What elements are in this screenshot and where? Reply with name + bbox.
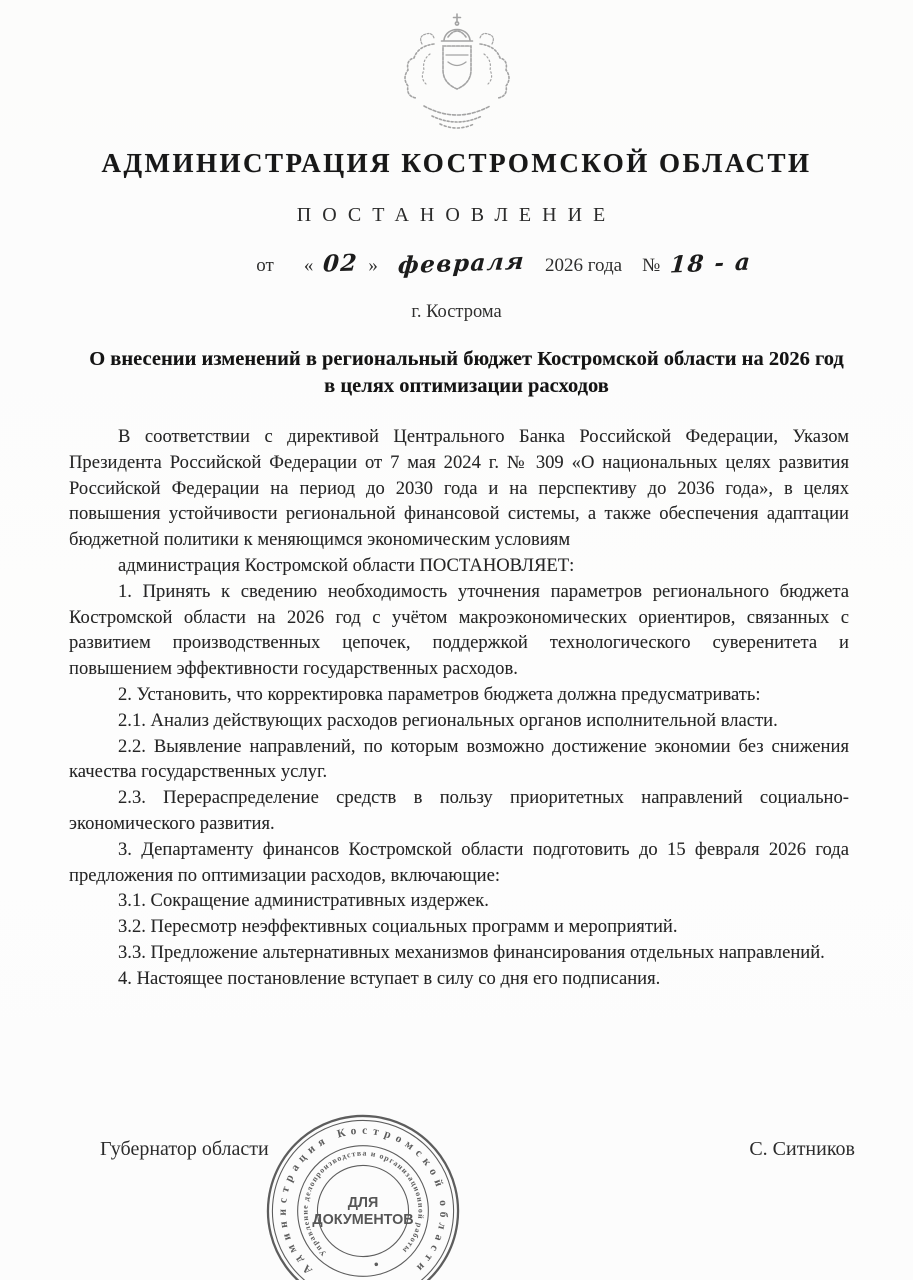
paragraph-item-3-2: 3.2. Пересмотр неэффективных социальных программ и мероприятий.: [118, 916, 678, 938]
paragraph-item-1: 1. Принять к сведению необходимость уточнения параметров регионального бюджета Костромской области на 2026 год с учётом макроэкономических ориентиров, связанных с развитием производственных цепочек, поддержкой технологического суверенитета и повышением эффективности государственных расходов.: [69, 580, 849, 680]
decree-title: О внесении изменений в региональный бюджет Костромской области на 2026 год в целях оптимизации расходов: [89, 348, 844, 397]
paragraph-item-2-1: 2.1. Анализ действующих расходов региональных органов исполнительной власти.: [118, 709, 778, 731]
number-sign: №: [642, 255, 661, 276]
document-body: [69, 424, 849, 992]
date-from-label: от: [256, 255, 274, 276]
paragraph-resolves: администрация Костромской области ПОСТАНОВЛЯЕТ:: [118, 554, 575, 576]
stamp-outer-ring-text: Администрация Костромской области: [276, 1124, 450, 1278]
paragraph-item-3-3: 3.3. Предложение альтернативных механизмов финансирования отдельных направлений.: [118, 941, 825, 963]
stamp-bottom-dot: [374, 1262, 378, 1266]
city-line: г. Кострома: [411, 302, 502, 322]
paragraph-item-2: 2. Установить, что корректировка параметров бюджета должна предусматривать:: [118, 683, 761, 705]
stamp-inner-ring-text: Управление делопроизводства и организационной работы: [300, 1148, 426, 1258]
date-day-handwritten: 02: [322, 249, 360, 278]
paragraph-item-2-2: 2.2. Выявление направлений, по которым возможно достижение экономии без снижения качества государственных услуг.: [69, 735, 849, 783]
paragraph-preamble: В соответствии с директивой Центрального Банка Российской Федерации, Указом Президента Российской Федерации от 7 мая 2024 г. № 309 «О национальных целях развития Российской Федерации на период до 2030 года и на перспективу до 2036 года», в целях повышения устойчивости региональной финансовой системы, а также обеспечения адаптации бюджетной политики к меняющимся экономическим условиям: [69, 426, 849, 551]
paragraph-item-4: 4. Настоящее постановление вступает в силу со дня его подписания.: [118, 967, 661, 989]
stamp-center-text-line2: ДОКУМЕНТОВ: [312, 1211, 414, 1228]
signer-name: С. Ситников: [749, 1138, 855, 1160]
paragraph-item-3: 3. Департаменту финансов Костромской области подготовить до 15 февраля 2026 года предложения по оптимизации расходов, включающие:: [69, 838, 849, 886]
document-type-heading: ПОСТАНОВЛЕНИЕ: [296, 204, 617, 226]
date-month-handwritten: февраля: [396, 247, 526, 280]
stamp-center-text-line1: ДЛЯ: [347, 1195, 379, 1212]
date-number-line: [95, 247, 913, 280]
date-year: 2026 года: [544, 255, 623, 276]
signature-row: [100, 1138, 855, 1161]
signer-position: Губернатор области: [100, 1138, 269, 1160]
date-quote-open: «: [303, 255, 314, 276]
kostroma-coat-of-arms-icon: [381, 10, 533, 140]
paragraph-item-2-3: 2.3. Перераспределение средств в пользу приоритетных направлений социально-экономического развития.: [69, 787, 849, 834]
organization-name: АДМИНИСТРАЦИЯ КОСТРОМСКОЙ ОБЛАСТИ: [101, 148, 812, 178]
paragraph-item-3-1: 3.1. Сокращение административных издержек.: [118, 890, 489, 912]
office-round-stamp: [243, 1091, 483, 1280]
date-quote-close: »: [368, 255, 378, 276]
document-number-handwritten: 18 - а: [669, 248, 753, 279]
